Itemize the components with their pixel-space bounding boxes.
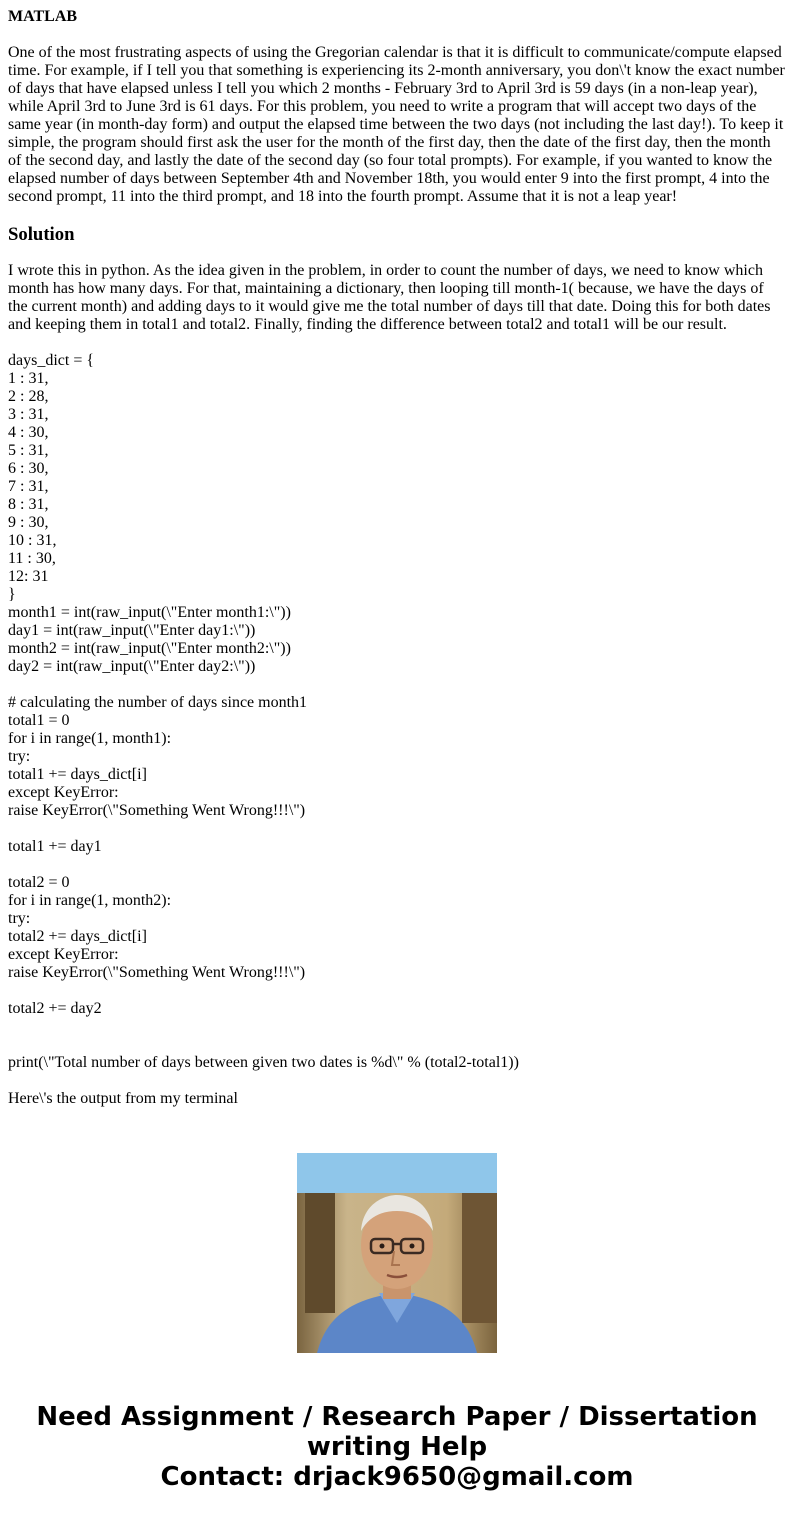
code-line: total1 += day1 (8, 838, 102, 855)
code-line: total2 = 0 (8, 874, 70, 891)
output-intro: Here\'s the output from my terminal (8, 1090, 238, 1107)
code-line: day1 = int(raw_input(\"Enter day1:\")) (8, 622, 256, 639)
code-line: 6 : 30, (8, 460, 49, 477)
code-line: day2 = int(raw_input(\"Enter day2:\")) (8, 658, 256, 675)
person-portrait-icon (297, 1153, 497, 1353)
document-content (8, 8, 786, 1122)
code-line: raise KeyError(\"Something Went Wrong!!!\") (8, 802, 306, 819)
code-line: total1 += days_dict[i] (8, 766, 147, 783)
code-block-total2-loop (8, 874, 786, 982)
promo-line: writing Help (306, 1432, 488, 1462)
code-line: 4 : 30, (8, 424, 49, 441)
code-line: except KeyError: (8, 946, 119, 963)
code-line: 1 : 31, (8, 370, 49, 387)
code-block-print (8, 1054, 786, 1072)
document-title: MATLAB (8, 8, 78, 25)
promo-footer (0, 1122, 794, 1523)
code-line: raise KeyError(\"Something Went Wrong!!!\") (8, 964, 306, 981)
code-line: print(\"Total number of days between given two dates is %d\" % (total2-total1)) (8, 1054, 519, 1071)
code-line: 9 : 30, (8, 514, 49, 531)
code-line: 2 : 28, (8, 388, 49, 405)
solution-explanation: I wrote this in python. As the idea given in the problem, in order to count the number of days, we need to know which month has how many days. For that, maintaining a dictionary, then looping till month-1( because, we have the days of the current month) and adding days to it would give me the total number of days till that date. Doing this for both dates and keeping them in total1 and total2. Finally, finding the difference between total2 and total1 will be our result. (8, 262, 771, 333)
code-line: 5 : 31, (8, 442, 49, 459)
promo-text (0, 1402, 794, 1492)
code-line: } (8, 586, 16, 603)
code-line: month1 = int(raw_input(\"Enter month1:\")) (8, 604, 291, 621)
code-line: 8 : 31, (8, 496, 49, 513)
solution-heading: Solution (8, 224, 75, 245)
code-line: 3 : 31, (8, 406, 49, 423)
code-block-dict-and-input (8, 352, 786, 676)
code-line: total2 += day2 (8, 1000, 102, 1017)
code-line: except KeyError: (8, 784, 119, 801)
code-line: for i in range(1, month2): (8, 892, 172, 909)
code-line: days_dict = { (8, 352, 95, 369)
code-block-total2-add (8, 1000, 786, 1018)
code-line: 11 : 30, (8, 550, 56, 567)
code-line: total1 = 0 (8, 712, 70, 729)
code-line: 12: 31 (8, 568, 49, 585)
code-block-total1-loop (8, 694, 786, 820)
promo-line: Need Assignment / Research Paper / Dissertation (36, 1402, 758, 1432)
code-block-total1-add (8, 838, 786, 856)
code-comment: # calculating the number of days since month1 (8, 694, 308, 711)
contact-line: Contact: drjack9650@gmail.com (160, 1462, 634, 1492)
code-line: month2 = int(raw_input(\"Enter month2:\")) (8, 640, 291, 657)
code-line: 7 : 31, (8, 478, 49, 495)
code-line: try: (8, 910, 31, 927)
problem-statement: One of the most frustrating aspects of using the Gregorian calendar is that it is difficult to communicate/compute elapsed time. For example, if I tell you that something is experiencing its 2-month anniversary, you don\'t know the exact number of days that have elapsed unless I tell you which 2 months - February 3rd to April 3rd is 59 days (in a non-leap year), while April 3rd to June 3rd is 61 days. For this problem, you need to write a program that will accept two days of the same year (in month-day form) and output the elapsed time between the two days (not including the last day!). To keep it simple, the program should first ask the user for the month of the first day, then the date of the first day, then the month of the second day, and lastly the date of the second day (so four total prompts). For example, if you wanted to know the elapsed number of days between September 4th and November 18th, you would enter 9 into the first prompt, 4 into the second prompt, 11 into the third prompt, and 18 into the fourth prompt. Assume that it is not a leap year! (8, 44, 785, 205)
code-line: for i in range(1, month1): (8, 730, 172, 747)
code-line: 10 : 31, (8, 532, 57, 549)
code-line: try: (8, 748, 31, 765)
code-line: total2 += days_dict[i] (8, 928, 147, 945)
